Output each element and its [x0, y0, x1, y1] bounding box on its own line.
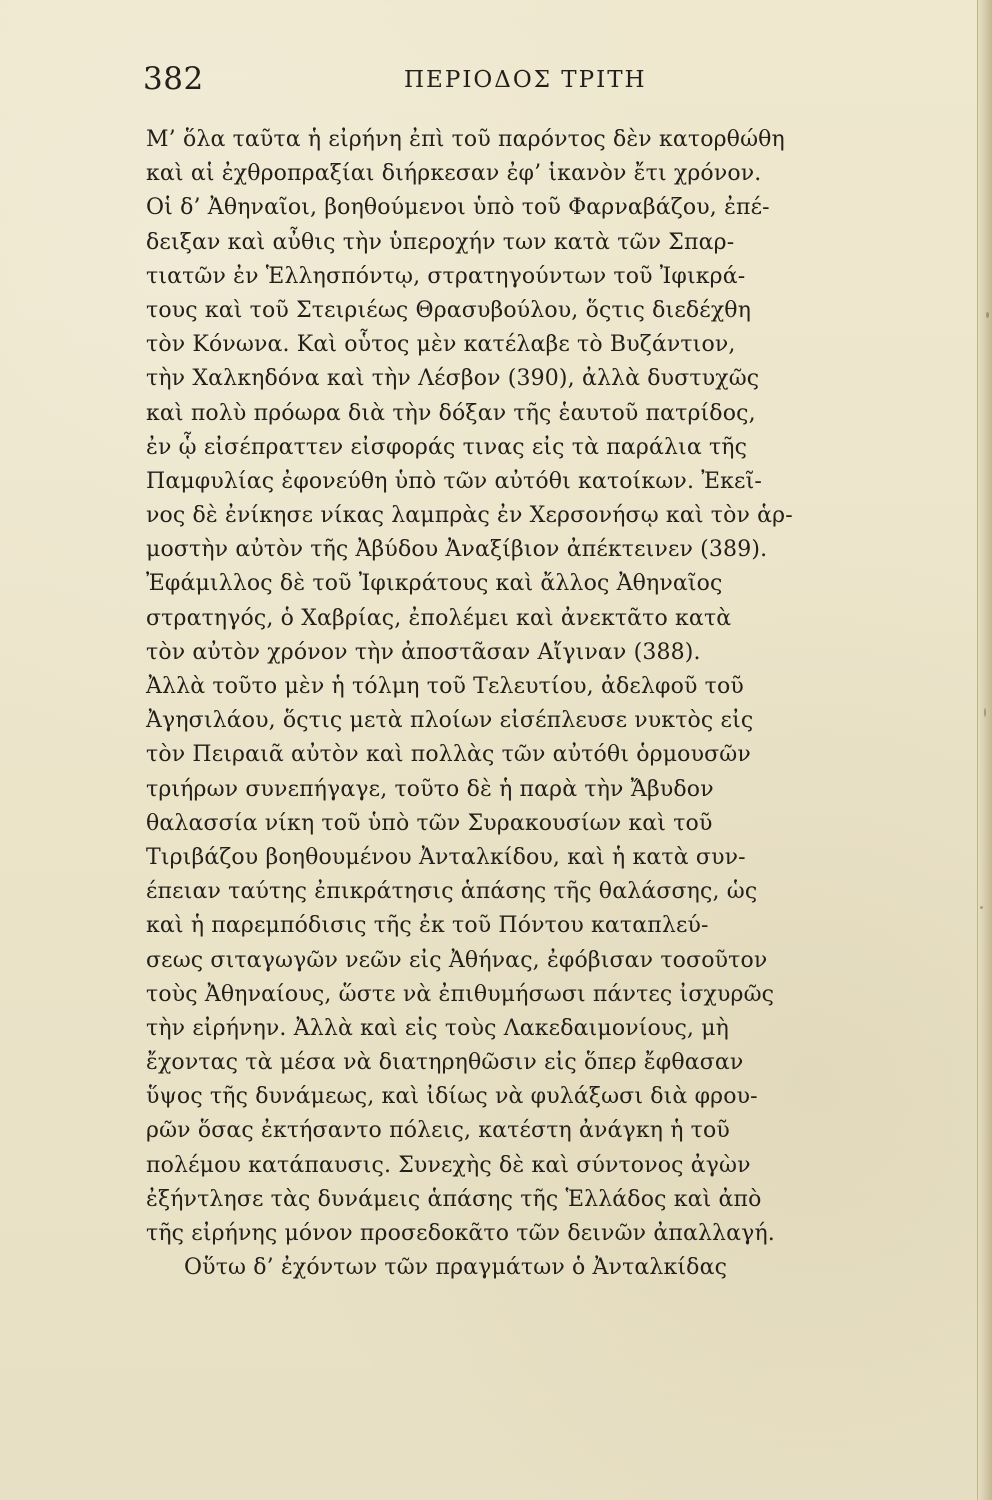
text-line: Παμφυλίας ἐφονεύθη ὑπὸ τῶν αὐτόθι κατοίκων. Ἐκεῖ-: [146, 468, 762, 494]
text-line: έπειαν ταύτης ἐπικράτησις ἁπάσης τῆς θαλάσσης, ὡς: [146, 879, 758, 905]
text-line: καὶ αἱ ἐχθροπραξίαι διήρκεσαν ἐφ’ ἱκανὸν ἔτι χρόνον.: [146, 161, 762, 187]
paper-speck: [980, 906, 983, 909]
running-head: ΠΕΡΙΟΔΟΣ ΤΡΙΤΗ: [404, 67, 647, 93]
text-line: τριήρων συνεπήγαγε, τοῦτο δὲ ἡ παρὰ τὴν Ἄβυδον: [146, 776, 714, 802]
text-line: δειξαν καὶ αὖθις τὴν ὑπεροχήν των κατὰ τῶν Σπαρ-: [146, 229, 735, 255]
text-line: τὸν Κόνωνα. Καὶ οὗτος μὲν κατέλαβε τὸ Βυζάντιον,: [146, 332, 736, 358]
paper-speck: [986, 312, 989, 318]
paper-speck: [984, 708, 986, 717]
text-line: θαλασσία νίκη τοῦ ὑπὸ τῶν Συρακουσίων καὶ τοῦ: [146, 810, 713, 836]
text-line: Ἐφάμιλλος δὲ τοῦ Ἰφικράτους καὶ ἄλλος Ἀθηναῖος: [146, 571, 723, 597]
text-line: τὸν αὐτὸν χρόνον τὴν ἀποστᾶσαν Αἴγιναν (388).: [146, 639, 701, 665]
text-line: στρατηγός, ὁ Χαβρίας, ἐπολέμει καὶ ἀνεκτᾶτο κατὰ: [146, 605, 732, 631]
text-line: τους καὶ τοῦ Στειριέως Θρασυβούλου, ὅςτις διεδέχθη: [146, 297, 752, 323]
text-line: Ἀλλὰ τοῦτο μὲν ἡ τόλμη τοῦ Τελευτίου, ἀδελφοῦ τοῦ: [146, 674, 744, 699]
text-line: ἐξήντλησε τὰς δυνάμεις ἁπάσης τῆς Ἑλλάδος καὶ ἀπὸ: [146, 1186, 762, 1212]
text-line: ἐν ᾧ εἰσέπραττεν εἰσφοράς τινας εἰς τὰ παράλια τῆς: [146, 434, 748, 460]
text-line: μοστὴν αὐτὸν τῆς Ἀβύδου Ἀναξίβιον ἀπέκτεινεν (389).: [146, 537, 768, 563]
text-line: Τιριβάζου βοηθουμένου Ἀνταλκίδου, καὶ ἡ κατὰ συν-: [146, 844, 746, 870]
page-edge-shadow: [977, 0, 992, 1500]
text-line: Μ’ ὅλα ταῦτα ἡ εἰρήνη ἐπὶ τοῦ παρόντος δὲν κατορθώθη: [146, 127, 785, 152]
text-line: ὕψος τῆς δυνάμεως, καὶ ἰδίως νὰ φυλάξωσι διὰ φρου-: [146, 1084, 758, 1110]
text-line: τὴν Χαλκηδόνα καὶ τὴν Λέσβον (390), ἀλλὰ δυστυχῶς: [146, 366, 760, 392]
text-line: καὶ πολὺ πρόωρα διὰ τὴν δόξαν τῆς ἑαυτοῦ πατρίδος,: [146, 400, 756, 426]
text-line: σεως σιταγωγῶν νεῶν εἰς Ἀθήνας, ἐφόβισαν τοσοῦτον: [146, 947, 768, 973]
page-header: [0, 0, 992, 120]
text-line: τῆς εἰρήνης μόνον προσεδοκᾶτο τῶν δεινῶν ἀπαλλαγή.: [146, 1221, 775, 1246]
page-number: 382: [143, 61, 204, 97]
paragraph-start-line: Οὕτω δ’ ἐχόντων τῶν πραγμάτων ὁ Ἀνταλκίδας: [184, 1255, 728, 1281]
text-line: καὶ ἡ παρεμπόδισις τῆς ἐκ τοῦ Πόντου καταπλεύ-: [146, 913, 709, 939]
text-line: νος δὲ ἐνίκησε νίκας λαμπρὰς ἐν Χερσονήσῳ καὶ τὸν ἁρ-: [146, 503, 793, 529]
text-line: τὴν εἰρήνην. Ἀλλὰ καὶ εἰς τοὺς Λακεδαιμονίους, μὴ: [146, 1015, 729, 1041]
text-line: τὸν Πειραιᾶ αὐτὸν καὶ πολλὰς τῶν αὐτόθι ὁρμουσῶν: [146, 742, 751, 768]
text-line: ἔχοντας τὰ μέσα νὰ διατηρηθῶσιν εἰς ὅπερ ἔφθασαν: [146, 1050, 744, 1076]
text-line: ρῶν ὅσας ἐκτήσαντο πόλεις, κατέστη ἀνάγκη ἡ τοῦ: [146, 1118, 730, 1144]
text-line: τοὺς Ἀθηναίους, ὥστε νὰ ἐπιθυμήσωσι πάντες ἰσχυρῶς: [146, 981, 775, 1007]
text-line: Οἱ δ’ Ἀθηναῖοι, βοηθούμενοι ὑπὸ τοῦ Φαρναβάζου, ἐπέ-: [146, 195, 770, 221]
text-line: τιατῶν ἐν Ἑλλησπόντῳ, στρατηγούντων τοῦ Ἰφικρά-: [146, 263, 746, 289]
body-text: [146, 123, 900, 1285]
text-line: Ἀγησιλάου, ὅςτις μετὰ πλοίων εἰσέπλευσε νυκτὸς εἰς: [146, 708, 754, 734]
text-line: πολέμου κατάπαυσις. Συνεχὴς δὲ καὶ σύντονος ἀγὼν: [146, 1152, 751, 1178]
